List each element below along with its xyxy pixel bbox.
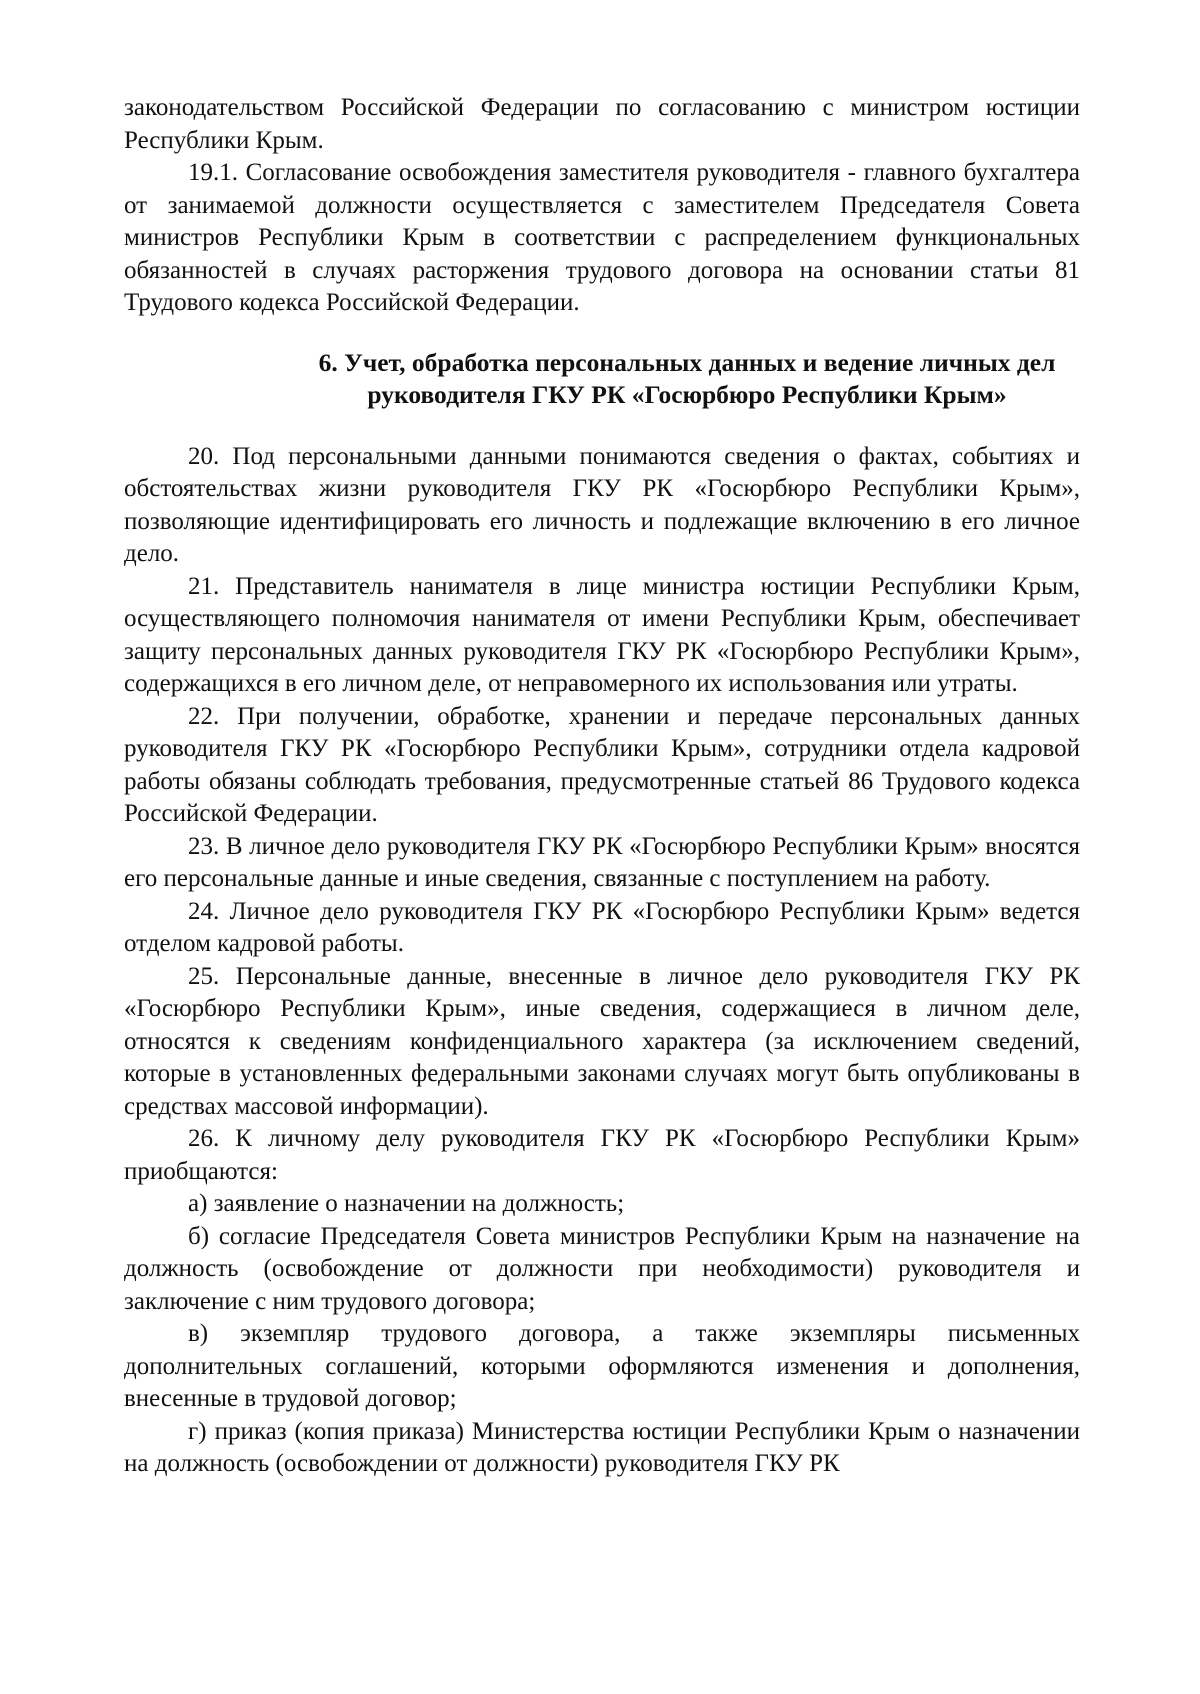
paragraph-22: 22. При получении, обработке, хранении и передаче персональных данных руководителя ГКУ РК «Госюрбюро Республики Крым», сотрудники отдела кадровой работы обязаны соблюдать требования, предусмотренные статьей 86 Трудового кодекса Российской Федерации.	[124, 702, 1080, 827]
paragraph-21: 21. Представитель нанимателя в лице министра юстиции Республики Крым, осуществляющего полномочия нанимателя от имени Республики Крым, обеспечивает защиту персональных данных руководителя ГКУ РК «Госюрбюро Республики Крым», содержащихся в его личном деле, от неправомерного их использования или утраты.	[124, 572, 1080, 697]
paragraph-23: 23. В личное дело руководителя ГКУ РК «Госюрбюро Республики Крым» вносятся его персональные данные и иные сведения, связанные с поступлением на работу.	[124, 832, 1080, 892]
list-item-v: в) экземпляр трудового договора, а также экземпляры письменных дополнительных соглашений, которыми оформляются изменения и дополнения, внесенные в трудовой договор;	[124, 1320, 1080, 1412]
paragraph-continuation: законодательством Российской Федерации по согласованию с министром юстиции Республики Крым.	[124, 94, 1080, 154]
paragraph-25: 25. Персональные данные, внесенные в личное дело руководителя ГКУ РК «Госюрбюро Республики Крым», иные сведения, содержащиеся в личном деле, относятся к сведениям конфиденциального характера (за исключением сведений, которые в установленных федеральными законами случаях могут быть опубликованы в средствах массовой информации).	[124, 962, 1080, 1120]
section-heading-line-1: 6. Учет, обработка персональных данных и ведение личных дел	[318, 347, 1056, 377]
list-item-g: г) приказ (копия приказа) Министерства юстиции Республики Крым о назначении на должность (освобождении от должности) руководителя ГКУ РК	[124, 1417, 1080, 1477]
paragraph-19-1: 19.1. Согласование освобождения заместителя руководителя - главного бухгалтера от занимаемой должности осуществляется с заместителем Председателя Совета министров Республики Крым в соответствии с распределением функциональных обязанностей в случаях расторжения трудового договора на основании статьи 81 Трудового кодекса Российской Федерации.	[124, 159, 1080, 316]
paragraph-24: 24. Личное дело руководителя ГКУ РК «Госюрбюро Республики Крым» ведется отделом кадровой работы.	[124, 897, 1080, 957]
paragraph-26: 26. К личному делу руководителя ГКУ РК «Госюрбюро Республики Крым» приобщаются:	[124, 1125, 1080, 1185]
section-heading	[124, 347, 1080, 411]
document-body	[124, 92, 1080, 1481]
list-item-a: а) заявление о назначении на должность;	[188, 1190, 625, 1217]
list-item-b: б) согласие Председателя Совета министров Республики Крым на назначение на должность (освобождение от должности при необходимости) руководителя и заключение с ним трудового договора;	[124, 1222, 1080, 1315]
section-heading-line-2: руководителя ГКУ РК «Госюрбюро Республики Крым»	[367, 379, 1007, 409]
paragraph-20: 20. Под персональными данными понимаются сведения о фактах, событиях и обстоятельствах жизни руководителя ГКУ РК «Госюрбюро Республики Крым», позволяющие идентифицировать его личность и подлежащие включению в его личное дело.	[124, 442, 1080, 567]
